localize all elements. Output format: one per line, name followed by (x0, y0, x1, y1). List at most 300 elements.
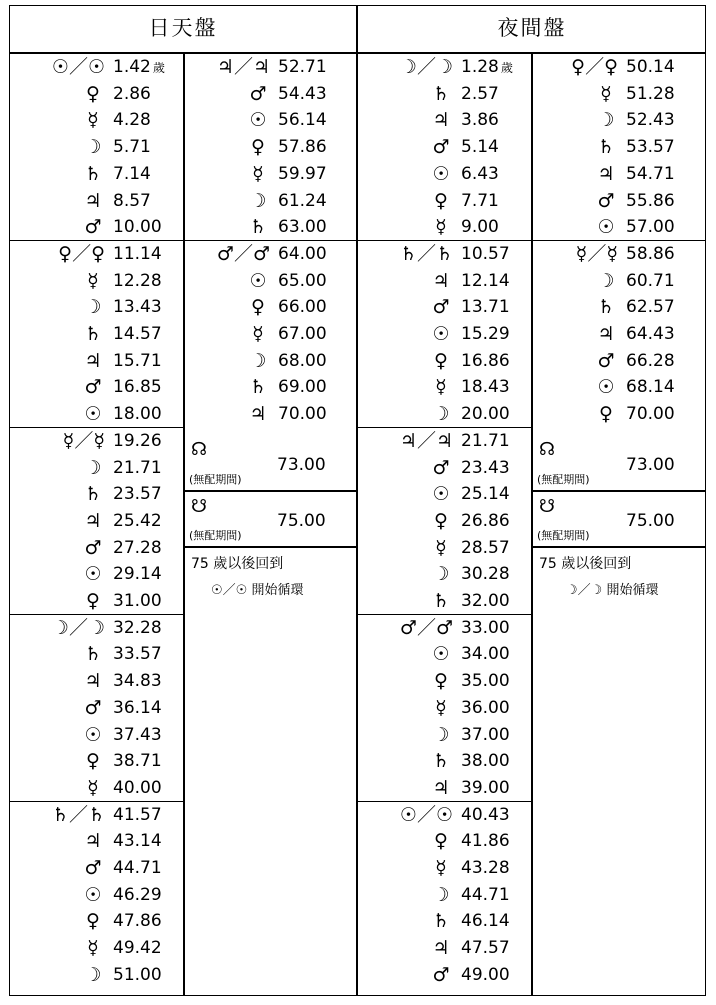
age-value (461, 508, 510, 535)
age-value (461, 321, 510, 348)
planet-icon: ♀ (86, 82, 100, 105)
planet-icon: ☽ (432, 883, 450, 906)
age-value (113, 935, 162, 962)
age-number: 35.00 (461, 671, 510, 692)
age-value (626, 107, 675, 134)
age-number: 14.57 (113, 324, 162, 344)
age-number: 32.00 (461, 591, 510, 611)
age-number: 5.71 (113, 137, 151, 158)
north-node-age: 73.00 (277, 455, 326, 475)
age-number: 65.00 (278, 270, 327, 291)
period-divider (531, 240, 706, 242)
age-number: 41.57 (113, 804, 162, 825)
age-value (461, 188, 499, 215)
age-value (113, 107, 151, 134)
age-value (113, 268, 162, 295)
planet-icon: ♃ (432, 269, 450, 292)
age-value (113, 535, 162, 562)
planet-icon: ♀ (86, 590, 100, 612)
age-value (113, 321, 162, 348)
age-value (113, 508, 162, 535)
age-value (626, 54, 675, 81)
age-number: 67.00 (278, 324, 327, 344)
age-value (461, 81, 499, 108)
planet-icon: ☿ (87, 109, 99, 132)
age-number: 36.14 (113, 697, 162, 718)
age-value (626, 81, 675, 108)
age-value (461, 348, 510, 375)
age-number: 44.71 (113, 858, 162, 878)
age-number: 1.42 (113, 57, 151, 77)
age-value (461, 935, 510, 962)
age-number: 15.29 (461, 324, 510, 344)
age-number: 31.00 (113, 591, 162, 611)
age-value (626, 374, 675, 401)
planet-icon: ♄ (432, 910, 450, 933)
age-number: 47.86 (113, 911, 162, 932)
age-number: 55.86 (626, 190, 675, 211)
planet-icon: ♃ (597, 323, 615, 345)
age-value (626, 161, 675, 188)
planet-icon: ♀ (434, 830, 448, 853)
age-number: 13.43 (113, 297, 162, 318)
planet-icon: ☉ (249, 109, 267, 132)
south-node-note: (無配期間) (189, 529, 242, 542)
age-number: 33.00 (461, 617, 510, 638)
age-number: 26.86 (461, 510, 510, 531)
age-value (113, 748, 162, 775)
period-lord-label: ♂／♂ (216, 242, 270, 265)
age-number: 60.71 (626, 270, 675, 291)
planet-icon: ☉ (597, 376, 615, 399)
age-number: 21.71 (113, 457, 162, 478)
age-number: 62.57 (626, 297, 675, 318)
age-value (626, 348, 675, 375)
planet-icon: ☿ (87, 269, 99, 292)
age-number: 7.71 (461, 190, 499, 211)
age-number: 40.43 (461, 804, 510, 825)
planet-icon: ☽ (249, 349, 267, 372)
planet-icon: ☿ (87, 937, 99, 960)
age-value (113, 214, 162, 241)
planet-icon: ♂ (432, 456, 450, 479)
age-number: 7.14 (113, 163, 151, 184)
age-number: 51.00 (113, 964, 162, 985)
age-value (278, 214, 327, 241)
age-number: 13.71 (461, 297, 510, 318)
age-value (113, 641, 162, 668)
age-number: 52.71 (278, 57, 327, 77)
age-number: 47.57 (461, 938, 510, 959)
age-value (113, 161, 151, 188)
age-number: 53.57 (626, 137, 675, 158)
age-value (278, 54, 327, 81)
period-lord-label: ☉／☉ (399, 803, 453, 826)
age-number: 16.86 (461, 350, 510, 371)
age-value (113, 134, 151, 161)
age-value (626, 268, 675, 295)
planet-icon: ♀ (434, 189, 448, 212)
age-number: 52.43 (626, 110, 675, 131)
age-number: 57.00 (626, 217, 675, 238)
age-number: 46.29 (113, 884, 162, 905)
age-value (113, 588, 162, 615)
age-value (278, 268, 327, 295)
age-number: 51.28 (626, 83, 675, 104)
age-number: 59.97 (278, 163, 327, 184)
period-lord-label: ☉／☉ (51, 56, 105, 78)
age-value (461, 722, 510, 749)
age-value (461, 214, 499, 241)
planet-icon: ♂ (597, 189, 615, 212)
planet-icon: ☿ (252, 162, 264, 185)
age-value (113, 882, 162, 909)
planet-icon: ☿ (252, 323, 264, 345)
age-value (113, 54, 165, 82)
north-node-note: (無配期間) (189, 473, 242, 486)
day-chart-title: 日天盤 (148, 16, 218, 40)
south-node-icon: ☋ (191, 496, 207, 517)
planet-icon: ♃ (432, 776, 450, 799)
planet-icon: ♂ (432, 136, 450, 159)
age-value (113, 294, 162, 321)
age-number: 3.86 (461, 110, 499, 131)
age-number: 38.71 (113, 751, 162, 772)
planet-icon: ♀ (599, 403, 613, 426)
south-node-age: 75.00 (277, 511, 326, 531)
planet-icon: ☽ (597, 269, 615, 292)
age-value (461, 641, 510, 668)
period-lord-label: ♄／♄ (51, 803, 105, 826)
planet-icon: ♂ (84, 376, 102, 399)
planet-icon: ♀ (434, 509, 448, 532)
planet-icon: ☽ (432, 403, 450, 426)
age-value (461, 828, 510, 855)
period-lord-label: ♀／♀ (58, 242, 105, 265)
age-value (113, 374, 162, 401)
planet-icon: ☉ (84, 403, 102, 426)
planet-icon: ☉ (84, 723, 102, 746)
period-lord-label: ♄／♄ (399, 242, 453, 265)
age-number: 27.28 (113, 537, 162, 558)
age-value (278, 294, 327, 321)
age-value (113, 775, 162, 802)
age-number: 10.57 (461, 243, 510, 264)
planet-icon: ♃ (249, 403, 267, 426)
age-number: 43.14 (113, 831, 162, 852)
north-node-note: (無配期間) (537, 473, 590, 486)
age-number: 18.43 (461, 377, 510, 398)
planet-icon: ♃ (84, 189, 102, 212)
south-node-icon: ☋ (539, 496, 555, 517)
age-number: 19.26 (113, 430, 162, 451)
age-value (113, 561, 162, 588)
age-value (626, 214, 675, 241)
period-lord-label: ♃／♃ (399, 429, 453, 452)
age-number: 49.00 (461, 964, 510, 985)
age-number: 28.57 (461, 537, 510, 558)
age-value (461, 802, 510, 829)
age-value (461, 561, 510, 588)
age-value (278, 241, 327, 268)
cycle-note-detail: ☽／☽ 開始循環 (566, 583, 659, 598)
planet-icon: ♂ (84, 536, 102, 559)
age-number: 56.14 (278, 110, 327, 131)
period-lord-label: ☿／☿ (575, 242, 618, 265)
age-value (278, 134, 327, 161)
age-number: 70.00 (626, 404, 675, 425)
age-number: 5.14 (461, 137, 499, 158)
age-number: 4.28 (113, 110, 151, 131)
age-value (461, 294, 510, 321)
period-lord-label: ♀／♀ (571, 56, 618, 78)
age-number: 69.00 (278, 377, 327, 398)
age-number: 64.43 (626, 324, 675, 344)
planet-icon: ♃ (432, 937, 450, 960)
planet-icon: ☉ (432, 323, 450, 345)
age-number: 15.71 (113, 350, 162, 371)
age-number: 37.00 (461, 724, 510, 745)
age-value (461, 134, 499, 161)
cycle-note-detail: ☉／☉ 開始循環 (211, 583, 304, 598)
age-number: 68.14 (626, 377, 675, 398)
planet-icon: ♀ (251, 136, 265, 159)
age-value (113, 481, 162, 508)
planet-icon: ☿ (435, 376, 447, 399)
age-number: 70.00 (278, 404, 327, 425)
planet-icon: ☽ (597, 109, 615, 132)
day-node-divider (183, 546, 357, 548)
age-number: 46.14 (461, 911, 510, 932)
age-number: 61.24 (278, 190, 327, 211)
age-value (278, 188, 327, 215)
age-number: 23.43 (461, 457, 510, 478)
age-number: 43.28 (461, 858, 510, 878)
age-number: 33.57 (113, 644, 162, 665)
planet-icon: ♂ (84, 857, 102, 879)
age-number: 39.00 (461, 777, 510, 798)
planet-icon: ♄ (84, 162, 102, 185)
planet-icon: ♄ (597, 136, 615, 159)
planet-icon: ♀ (434, 670, 448, 693)
planet-icon: ☉ (249, 269, 267, 292)
age-value (461, 882, 510, 909)
planet-icon: ♃ (597, 162, 615, 185)
planet-icon: ♂ (84, 216, 102, 239)
period-divider (183, 240, 357, 242)
age-value (626, 321, 675, 348)
age-number: 23.57 (113, 484, 162, 505)
planet-icon: ♃ (84, 830, 102, 853)
age-value (113, 962, 162, 989)
age-value (461, 107, 499, 134)
planet-icon: ☉ (597, 216, 615, 239)
planet-icon: ♂ (249, 82, 267, 105)
age-number: 30.28 (461, 564, 510, 585)
age-value (113, 828, 162, 855)
age-number: 54.43 (278, 83, 327, 104)
age-value (278, 401, 327, 428)
planet-icon: ☽ (249, 189, 267, 212)
age-number: 12.28 (113, 270, 162, 291)
planet-icon: ☽ (84, 136, 102, 159)
age-number: 63.00 (278, 217, 327, 238)
age-number: 41.86 (461, 831, 510, 852)
age-value (278, 161, 327, 188)
planet-icon: ☿ (87, 776, 99, 799)
north-node-icon: ☊ (539, 439, 555, 460)
age-value (278, 348, 327, 375)
age-value (278, 321, 327, 348)
center-divider (356, 5, 358, 996)
north-node-age: 73.00 (626, 455, 675, 475)
age-number: 11.14 (113, 243, 162, 264)
age-value (113, 81, 151, 108)
age-value (461, 855, 510, 882)
planet-icon: ☽ (84, 963, 102, 986)
age-value (278, 81, 327, 108)
planet-icon: ♄ (597, 296, 615, 319)
planet-icon: ♀ (434, 349, 448, 372)
age-value (461, 455, 510, 482)
age-number: 57.86 (278, 137, 327, 158)
age-value (461, 161, 499, 188)
age-number: 10.00 (113, 217, 162, 238)
age-value (461, 535, 510, 562)
planet-icon: ♃ (432, 109, 450, 132)
age-value (461, 962, 510, 989)
age-number: 40.00 (113, 777, 162, 798)
planet-icon: ♃ (84, 509, 102, 532)
age-value (461, 775, 510, 802)
age-value (461, 54, 513, 82)
period-lord-label: ♂／♂ (399, 616, 453, 639)
planet-icon: ☉ (432, 162, 450, 185)
age-value (626, 188, 675, 215)
age-value (461, 908, 510, 935)
day-column-divider (183, 52, 185, 996)
planet-icon: ☉ (84, 563, 102, 586)
age-value (113, 428, 162, 455)
planet-icon: ☿ (435, 216, 447, 239)
age-value (461, 695, 510, 722)
age-number: 20.00 (461, 404, 510, 425)
age-value (461, 588, 510, 615)
night-column-divider (531, 52, 533, 996)
age-value (461, 615, 510, 642)
planet-icon: ♄ (432, 590, 450, 612)
age-number: 36.00 (461, 697, 510, 718)
age-number: 2.57 (461, 83, 499, 104)
age-unit: 歲 (500, 61, 513, 75)
age-value (461, 374, 510, 401)
age-value (113, 908, 162, 935)
age-number: 21.71 (461, 430, 510, 451)
planet-icon: ♂ (432, 296, 450, 319)
age-unit: 歲 (152, 61, 165, 75)
age-number: 66.28 (626, 350, 675, 371)
planet-icon: ☿ (435, 536, 447, 559)
age-number: 68.00 (278, 350, 327, 371)
age-number: 58.86 (626, 243, 675, 264)
day-node-divider (183, 490, 357, 492)
age-value (461, 241, 510, 268)
age-number: 25.42 (113, 510, 162, 531)
age-value (113, 722, 162, 749)
age-number: 34.00 (461, 644, 510, 665)
night-node-divider (531, 546, 706, 548)
age-value (113, 615, 162, 642)
age-number: 8.57 (113, 190, 151, 211)
age-value (626, 134, 675, 161)
cycle-note-title: 75 歲以後回到 (191, 556, 284, 572)
planet-icon: ♄ (84, 643, 102, 666)
age-value (461, 668, 510, 695)
age-value (461, 748, 510, 775)
night-chart-title: 夜間盤 (497, 16, 567, 40)
north-node-icon: ☊ (191, 439, 207, 460)
planet-icon: ♃ (84, 670, 102, 693)
planet-icon: ☉ (432, 643, 450, 666)
age-number: 44.71 (461, 884, 510, 905)
planet-icon: ☿ (435, 857, 447, 879)
age-value (113, 241, 162, 268)
age-value (113, 695, 162, 722)
planet-icon: ☿ (435, 696, 447, 719)
age-value (113, 401, 162, 428)
age-value (113, 348, 162, 375)
age-number: 12.14 (461, 270, 510, 291)
age-number: 2.86 (113, 83, 151, 104)
age-value (461, 428, 510, 455)
planet-icon: ☽ (432, 563, 450, 586)
age-number: 50.14 (626, 57, 675, 77)
age-value (278, 374, 327, 401)
planet-icon: ♂ (432, 963, 450, 986)
planet-icon: ♀ (86, 750, 100, 773)
age-number: 66.00 (278, 297, 327, 318)
planet-icon: ♃ (84, 349, 102, 372)
age-number: 18.00 (113, 404, 162, 425)
night-node-divider (531, 490, 706, 492)
age-number: 9.00 (461, 217, 499, 238)
planet-icon: ♄ (249, 376, 267, 399)
age-value (626, 401, 675, 428)
age-number: 1.28 (461, 57, 499, 77)
planet-icon: ♄ (84, 483, 102, 506)
age-value (626, 294, 675, 321)
planet-icon: ♀ (251, 296, 265, 319)
planet-icon: ♄ (249, 216, 267, 239)
planet-icon: ☿ (600, 82, 612, 105)
age-number: 54.71 (626, 163, 675, 184)
planet-icon: ♂ (597, 349, 615, 372)
age-number: 25.14 (461, 484, 510, 505)
period-lord-label: ☽／☽ (399, 56, 453, 78)
cycle-note-title: 75 歲以後回到 (539, 556, 632, 572)
period-lord-label: ☿／☿ (62, 429, 105, 452)
age-value (113, 802, 162, 829)
age-value (113, 455, 162, 482)
planet-icon: ☽ (432, 723, 450, 746)
south-node-note: (無配期間) (537, 529, 590, 542)
age-number: 38.00 (461, 751, 510, 772)
age-value (461, 268, 510, 295)
south-node-age: 75.00 (626, 511, 675, 531)
planet-icon: ☽ (84, 456, 102, 479)
age-value (278, 107, 327, 134)
age-value (113, 855, 162, 882)
